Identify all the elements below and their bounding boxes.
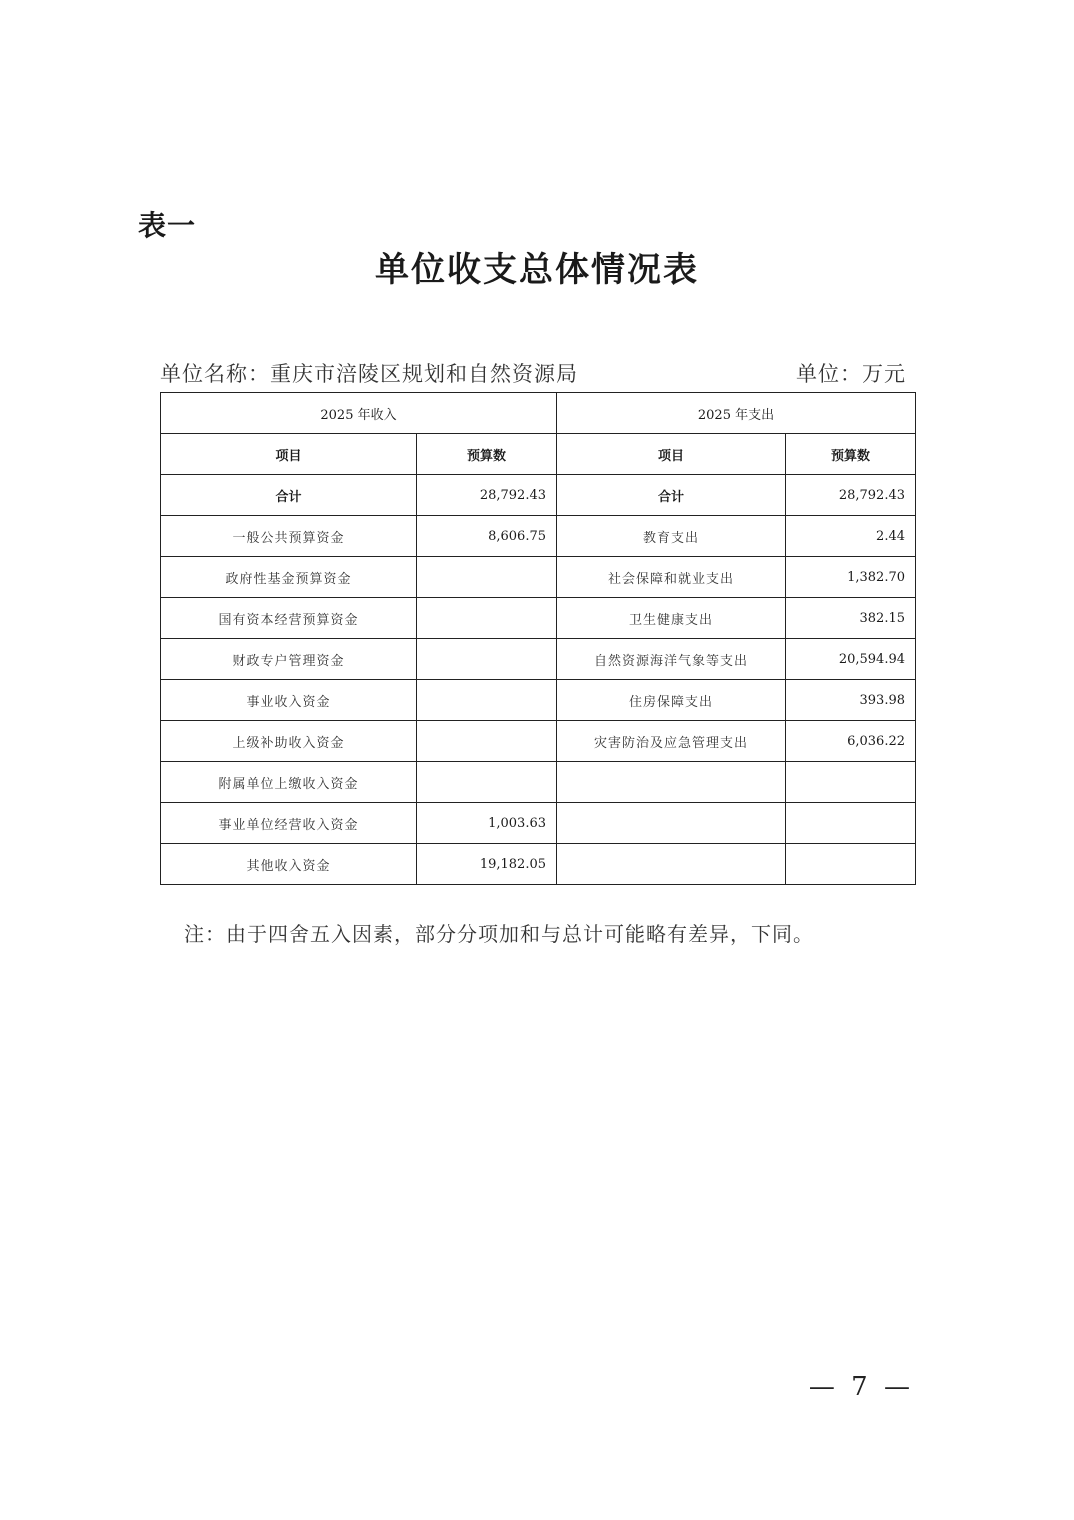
table-row xyxy=(161,680,916,721)
income-item-cell: 合计 xyxy=(161,475,417,516)
income-item-cell: 附属单位上缴收入资金 xyxy=(161,762,417,803)
expense-item-header: 项目 xyxy=(557,434,786,475)
budget-table-body xyxy=(161,393,916,885)
income-amount-cell xyxy=(417,598,557,639)
table-row xyxy=(161,639,916,680)
income-amount-cell xyxy=(417,557,557,598)
income-amount-cell: 28,792.43 xyxy=(417,475,557,516)
expense-item-cell: 卫生健康支出 xyxy=(557,598,786,639)
expense-amount-cell: 393.98 xyxy=(786,680,916,721)
table-row xyxy=(161,557,916,598)
table-row xyxy=(161,803,916,844)
expense-item-cell xyxy=(557,762,786,803)
income-amount-cell: 19,182.05 xyxy=(417,844,557,885)
table-row xyxy=(161,598,916,639)
expense-amount-cell xyxy=(786,803,916,844)
currency-unit: 单位：万元 xyxy=(796,362,906,386)
expense-item-cell: 住房保障支出 xyxy=(557,680,786,721)
group-header-row xyxy=(161,393,916,434)
expense-amount-cell: 6,036.22 xyxy=(786,721,916,762)
expense-item-cell xyxy=(557,844,786,885)
expense-amount-cell: 20,594.94 xyxy=(786,639,916,680)
expense-item-cell: 合计 xyxy=(557,475,786,516)
income-item-cell: 事业收入资金 xyxy=(161,680,417,721)
page-title: 单位收支总体情况表 xyxy=(375,250,699,290)
income-item-cell: 上级补助收入资金 xyxy=(161,721,417,762)
expense-item-cell: 自然资源海洋气象等支出 xyxy=(557,639,786,680)
table-row xyxy=(161,844,916,885)
income-amount-cell xyxy=(417,721,557,762)
expense-group-header: 2025 年支出 xyxy=(557,393,916,434)
income-group-header: 2025 年收入 xyxy=(161,393,557,434)
table-row xyxy=(161,516,916,557)
expense-amount-cell: 1,382.70 xyxy=(786,557,916,598)
income-item-cell: 国有资本经营预算资金 xyxy=(161,598,417,639)
income-item-cell: 财政专户管理资金 xyxy=(161,639,417,680)
unit-name: 单位名称：重庆市涪陵区规划和自然资源局 xyxy=(160,362,578,386)
expense-amount-cell xyxy=(786,762,916,803)
column-header-row xyxy=(161,434,916,475)
income-amount-cell: 8,606.75 xyxy=(417,516,557,557)
table-label: 表一 xyxy=(138,209,197,242)
income-item-cell: 事业单位经营收入资金 xyxy=(161,803,417,844)
total-row xyxy=(161,475,916,516)
expense-item-cell xyxy=(557,803,786,844)
page-number: — 7 — xyxy=(808,1372,914,1402)
income-amount-cell xyxy=(417,639,557,680)
income-item-cell: 政府性基金预算资金 xyxy=(161,557,417,598)
footnote: 注：由于四舍五入因素，部分分项加和与总计可能略有差异，下同。 xyxy=(184,922,814,946)
income-item-cell: 一般公共预算资金 xyxy=(161,516,417,557)
expense-item-cell: 教育支出 xyxy=(557,516,786,557)
income-amount-cell xyxy=(417,762,557,803)
income-amount-cell xyxy=(417,680,557,721)
expense-amount-cell: 28,792.43 xyxy=(786,475,916,516)
expense-amount-cell: 2.44 xyxy=(786,516,916,557)
budget-table xyxy=(160,392,916,885)
income-item-header: 项目 xyxy=(161,434,417,475)
expense-amount-cell: 382.15 xyxy=(786,598,916,639)
income-amount-header: 预算数 xyxy=(417,434,557,475)
expense-item-cell: 社会保障和就业支出 xyxy=(557,557,786,598)
expense-amount-cell xyxy=(786,844,916,885)
expense-amount-header: 预算数 xyxy=(786,434,916,475)
table-row xyxy=(161,721,916,762)
income-item-cell: 其他收入资金 xyxy=(161,844,417,885)
income-amount-cell: 1,003.63 xyxy=(417,803,557,844)
table-meta xyxy=(160,358,906,388)
expense-item-cell: 灾害防治及应急管理支出 xyxy=(557,721,786,762)
table-row xyxy=(161,762,916,803)
